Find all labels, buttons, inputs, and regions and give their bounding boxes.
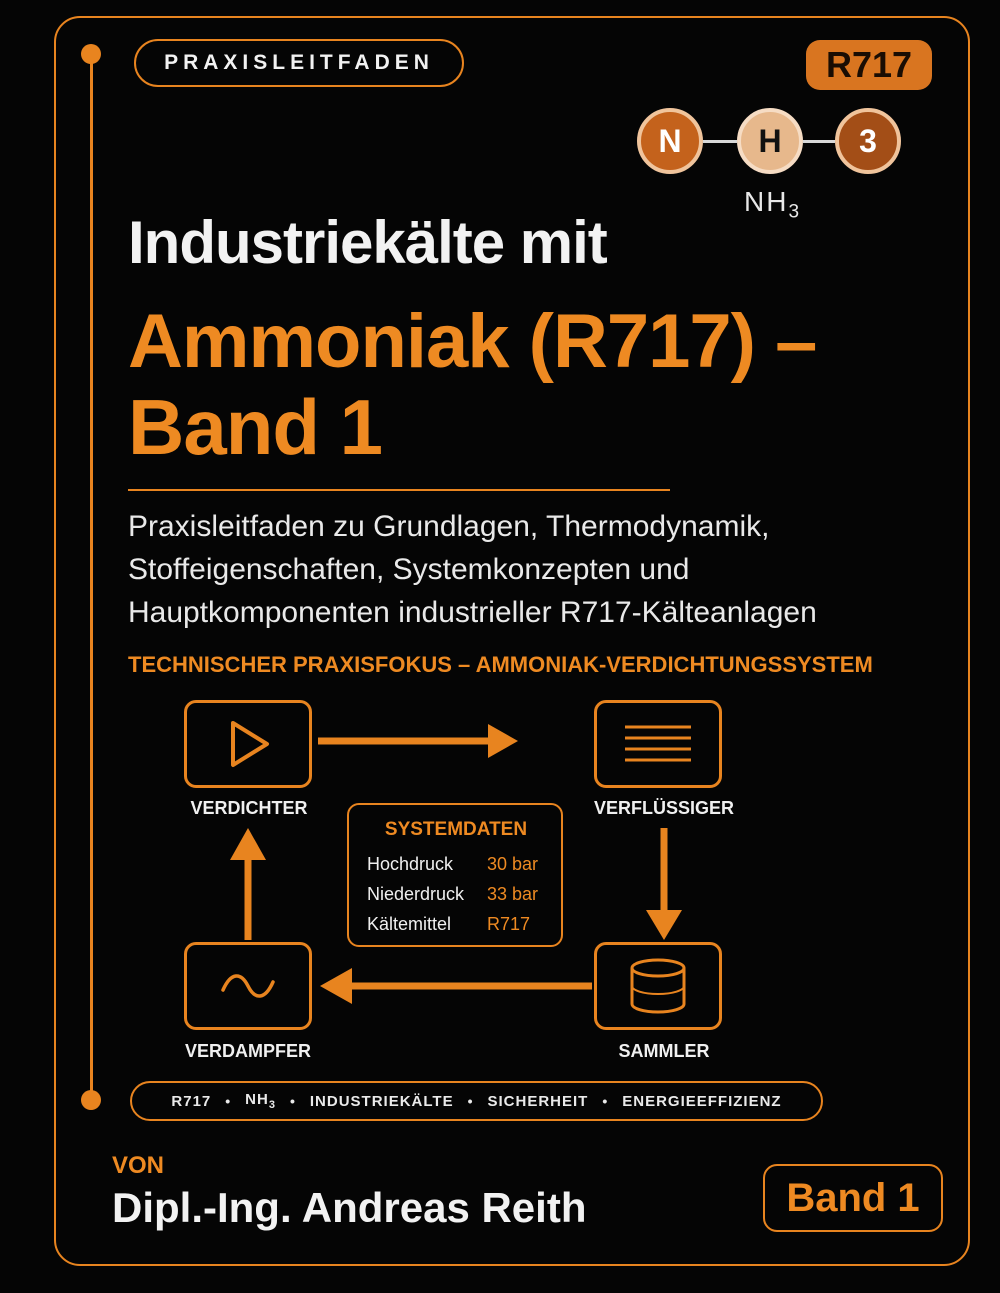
system-data-value: 33 bar <box>487 884 539 904</box>
cover-frame <box>54 16 970 1266</box>
cylinder-icon <box>625 956 691 1016</box>
condenser-label: VERFLÜSSIGER <box>593 798 735 818</box>
subtitle-line: Hauptkomponenten industrieller R717-Kälteanlagen <box>128 596 817 629</box>
subtitle-line: Praxisleitfaden zu Grundlagen, Thermodynamik, <box>128 510 770 543</box>
title-line-1: Industriekälte mit <box>128 209 607 276</box>
system-data-box <box>347 803 563 947</box>
receiver-node <box>594 942 722 1030</box>
side-accent-line <box>90 54 93 1100</box>
tag-r717: R717 <box>171 1092 212 1110</box>
system-data-value: 30 bar <box>487 854 539 874</box>
compressor-label: VERDICHTER <box>190 798 308 818</box>
evaporator-node <box>184 942 312 1030</box>
tag-energieeffizienz: ENERGIEEFFIZIENZ <box>622 1092 782 1110</box>
side-accent-dot-top <box>81 44 101 64</box>
system-data-value: R717 <box>487 914 531 934</box>
condenser-node <box>594 700 722 788</box>
focus-line: TECHNISCHER PRAXISFOKUS – AMMONIAK-VERDICHTUNGSSYSTEM <box>128 652 873 677</box>
system-data-key: Hochdruck <box>367 854 454 874</box>
title-divider <box>128 489 670 491</box>
title-line-2: Ammoniak (R717) – <box>128 299 817 384</box>
tag-industriekaelte: INDUSTRIEKÄLTE <box>309 1092 454 1110</box>
compressor-node <box>184 700 312 788</box>
system-data-row <box>367 849 545 879</box>
molecule-atom-h: H <box>737 108 803 174</box>
molecule-bond <box>803 140 835 143</box>
molecule-atom-n: N <box>637 108 703 174</box>
system-data-row <box>367 909 545 939</box>
molecule-formula: $NH_3$ <box>744 186 802 223</box>
tag-separator: • <box>467 1093 474 1109</box>
wave-icon <box>217 966 279 1006</box>
condenser-lines-icon <box>621 719 695 769</box>
tag-separator: • <box>602 1093 609 1109</box>
volume-badge: Band 1 <box>763 1164 943 1232</box>
refrigerant-badge: R717 <box>806 40 932 90</box>
series-label: PRAXISLEITFADEN <box>134 39 464 87</box>
molecule-atom-3: 3 <box>835 108 901 174</box>
subtitle <box>128 505 898 634</box>
system-data-title: SYSTEMDATEN <box>384 819 528 840</box>
author-name: Dipl.-Ing. Andreas Reith <box>112 1184 587 1231</box>
receiver-label: SAMMLER <box>618 1041 710 1061</box>
system-data-row <box>367 879 545 909</box>
molecule-bond <box>703 140 737 143</box>
author-by-label: VON <box>112 1152 165 1179</box>
tag-nh3: $NH_3$ <box>245 1091 276 1111</box>
play-icon <box>221 717 275 771</box>
tag-sicherheit: SICHERHEIT <box>487 1092 589 1110</box>
system-data-key: Niederdruck <box>367 884 465 904</box>
title-line-3: Band 1 <box>128 383 383 471</box>
tag-separator: • <box>225 1093 232 1109</box>
tag-separator: • <box>289 1093 296 1109</box>
subtitle-line: Stoffeigenschaften, Systemkonzepten und <box>128 553 690 586</box>
keyword-tags <box>130 1081 823 1121</box>
system-data-key: Kältemittel <box>367 914 452 934</box>
evaporator-label: VERDAMPFER <box>184 1041 311 1061</box>
side-accent-dot-bottom <box>81 1090 101 1110</box>
